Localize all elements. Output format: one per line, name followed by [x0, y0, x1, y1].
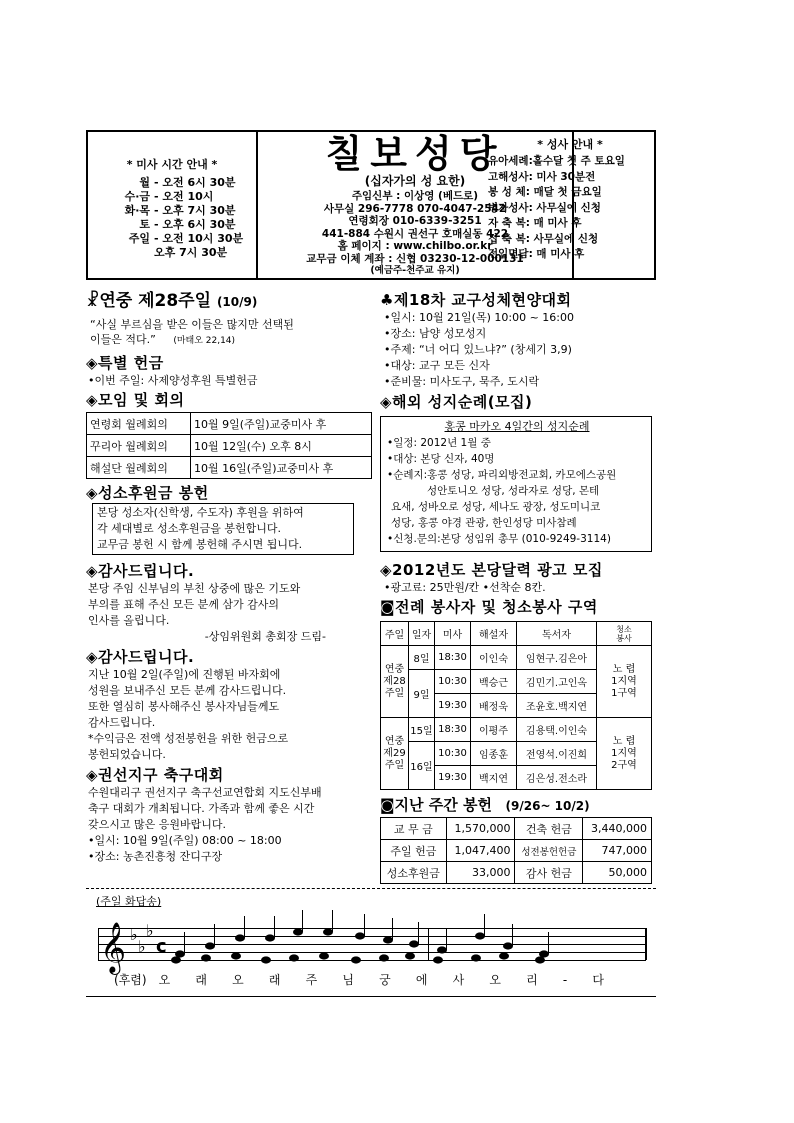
thanks-heading-2: ◈감사드립니다.: [86, 648, 195, 666]
lower-note-head: [319, 952, 329, 959]
church-info-line: 441-884 수원시 권선구 호매실동 422: [321, 227, 509, 240]
meeting-time: 10월 12일(수) 오후 8시: [191, 435, 372, 457]
meeting-name: 꾸리아 월례회의: [87, 435, 191, 457]
offering-label: 성소후원금: [381, 862, 447, 884]
thanks-line: 감사드립니다.: [88, 716, 156, 729]
service-date: 15일: [409, 718, 435, 742]
offering-label: 교 무 금: [381, 818, 447, 840]
service-readers: 임현구.김은아: [517, 646, 597, 670]
mass-time: 오후 7시 30분: [154, 246, 228, 259]
offering-report-table: [380, 817, 652, 884]
church-info-line: 주임신부 : 이상영 (베드로): [351, 190, 479, 202]
offering-amount: 50,000: [583, 862, 652, 884]
thanks-line: 부의를 표해 주신 모든 분께 삼가 감사의: [88, 598, 279, 611]
mass-times-title: * 미사 시간 안내 *: [126, 158, 218, 171]
service-header-cell: 미사: [435, 622, 471, 646]
meeting-time: 10월 16일(주일)교중미사 후: [191, 457, 372, 479]
mass-time-row: [88, 218, 256, 232]
service-cleaning-area: 노 렵 1지역 2구역: [597, 718, 652, 790]
offering-text: •이번 주일: 사제양성후원 특별헌금: [88, 374, 258, 387]
lyric-syllable: 주: [305, 973, 318, 987]
service-header-cell: 청소 봉사: [597, 622, 652, 646]
mass-time-row: [88, 246, 256, 260]
soccer-line: 갖으시고 많은 응원바랍니다.: [88, 818, 227, 831]
pilgrimage-line: •순례지:홍콩 성당, 파리외방전교회, 카모에스공원: [387, 469, 617, 481]
lyrics-label: (후렴): [114, 973, 147, 987]
calendar-ad-heading: ◈2012년도 본당달력 광고 모집: [380, 561, 603, 579]
church-info-line: 홈 페이지 : www.chilbo.or.kr: [337, 240, 493, 252]
thanks-text-1: [86, 581, 376, 629]
thanks-line: 인사를 올립니다.: [88, 614, 170, 627]
lower-note-head: [499, 952, 509, 959]
lower-note-head: [289, 954, 299, 961]
pilgrimage-line: •대상: 본당 신자, 40명: [387, 453, 495, 465]
eucharist-line: •장소: 남양 성모성지: [384, 327, 487, 340]
mass-time-row: [88, 232, 256, 246]
right-column: [380, 290, 656, 884]
vocation-heading: ◈성소후원금 봉헌: [86, 484, 209, 502]
soccer-line: •일시: 10월 9일(주일) 08:00 ~ 18:00: [88, 834, 282, 847]
lyric-syllable: 에: [415, 973, 428, 987]
service-header-cell: 주일: [381, 622, 409, 646]
mass-time: - 오전 6시 30분: [154, 176, 236, 189]
offering-amount: 3,440,000: [583, 818, 652, 840]
music-title: (주일 화답송): [96, 895, 162, 908]
flat-icon: ♭: [130, 925, 138, 944]
service-readers: 김은성.전소라: [517, 766, 597, 790]
quote-line: 이들은 적다.” (마태오 22,14): [90, 333, 236, 346]
service-readers: 전영석.이진희: [517, 742, 597, 766]
sacrament-row: 병자성사: 사무실에 신청: [488, 201, 601, 214]
thanks-text-2: [86, 667, 376, 763]
meeting-row: [87, 457, 372, 479]
sacrament-row: 고해성사: 미사 30분전: [488, 170, 596, 183]
service-mass-time: 10:30: [435, 742, 471, 766]
flat-icon: ♭: [138, 937, 146, 956]
service-readers: 조윤호.백지연: [517, 694, 597, 718]
music-lyrics: [114, 972, 644, 988]
service-week-label: 연중 제29 주일: [381, 718, 409, 790]
thanks-line: 본당 주임 신부님의 부친 상중에 많은 기도와: [88, 582, 301, 595]
service-readers: 김민기.고인옥: [517, 670, 597, 694]
church-info-line: 연령회장 010-6339-3251: [348, 215, 482, 227]
service-commentator: 배정욱: [471, 694, 517, 718]
note-head: [475, 932, 485, 939]
thanks-line: 또한 열심히 봉사해주신 봉사자님들께도: [88, 700, 280, 713]
service-commentator: 이평주: [471, 718, 517, 742]
lyric-syllable: 오: [232, 973, 244, 987]
meeting-row: [87, 435, 372, 457]
vocation-box: [92, 503, 354, 555]
lyric-syllable: 오: [158, 973, 171, 987]
thanks-line: 성원을 보내주신 모든 분께 감사드립니다.: [88, 684, 287, 697]
pilgrimage-box: [380, 416, 652, 552]
church-subtitle: (십자가의 성 요한): [364, 174, 466, 188]
lower-note-head: [231, 952, 241, 959]
service-table: [380, 621, 652, 790]
offering-amount: 1,570,000: [446, 818, 515, 840]
mass-days: 토: [139, 218, 150, 231]
offering-amount: 33,000: [446, 862, 515, 884]
sacrament-row: 집 축 복: 사무실에 신청: [488, 232, 599, 245]
lower-note-head: [433, 956, 443, 963]
treble-clef-icon: 𝄞: [100, 922, 127, 973]
sunday-heading: [86, 290, 376, 313]
meeting-name: 연령회 월례회의: [87, 413, 191, 435]
offering-heading: ◈특별 헌금: [86, 354, 164, 372]
sacrament-row: 유아세례:홀수달 첫 주 토요일: [488, 155, 625, 167]
service-date: 9일: [409, 670, 435, 718]
sunday-date: (10/9): [216, 295, 258, 309]
thanks-line: *수익금은 전액 성전봉헌을 위한 헌금으로: [88, 732, 289, 745]
vocation-line: 각 세대별로 성소후원금을 봉헌합니다.: [97, 522, 282, 535]
service-mass-time: 19:30: [435, 766, 471, 790]
note-head: [409, 940, 419, 947]
mass-times-panel: [88, 132, 258, 278]
mass-days: 수·금: [124, 190, 150, 203]
sacrament-row: 자 축 복: 매 미사 후: [488, 217, 582, 229]
service-header-cell: 해설자: [471, 622, 517, 646]
service-mass-time: 18:30: [435, 718, 471, 742]
lower-note-head: [351, 956, 361, 963]
service-date: 8일: [409, 646, 435, 670]
church-info-line: (예금주-천주교 유지): [370, 265, 460, 276]
music-notation: [98, 910, 646, 980]
pilgrimage-line: 성당, 홍콩 야경 관광, 한인성당 미사참례: [391, 517, 577, 529]
church-name: 칠보성당: [325, 131, 505, 176]
mass-days: 월: [139, 176, 150, 189]
pilgrimage-line: •일정: 2012년 1월 중: [387, 437, 491, 449]
offering-report-heading: [380, 794, 656, 815]
note-head: [265, 934, 275, 941]
lower-note-head: [405, 952, 415, 959]
service-readers: 김용택.이인숙: [517, 718, 597, 742]
offering-label: 성전봉헌헌금: [515, 840, 583, 862]
note-head: [323, 928, 333, 935]
mass-time: - 오후 6시 30분: [154, 218, 236, 231]
note-head: [205, 942, 215, 949]
eucharist-line: •준비물: 미사도구, 묵주, 도시락: [384, 375, 540, 388]
bottom-divider: [86, 996, 656, 997]
mass-time-row: [88, 204, 256, 218]
soccer-text: [86, 785, 376, 865]
service-row: [381, 718, 652, 742]
service-commentator: 이인숙: [471, 646, 517, 670]
thanks-line: 지난 10월 2일(주일)에 진행된 바자회에: [88, 668, 281, 681]
vocation-line: 교무금 봉헌 시 함께 봉헌해 주시면 됩니다.: [97, 538, 303, 551]
gospel-quote: [86, 317, 376, 349]
pilgrimage-line: 성안토니오 성당, 성라자로 성당, 몬테: [427, 485, 600, 497]
lower-note-head: [261, 956, 271, 963]
thanks-heading-1: ◈감사드립니다.: [86, 562, 195, 580]
offering-label: 건축 헌금: [515, 818, 583, 840]
offering-amount: 747,000: [583, 840, 652, 862]
note-head: [383, 936, 393, 943]
sacrament-row: 전입면담: 매 미사 후: [488, 248, 585, 260]
soccer-line: 수원대리구 권선지구 축구선교연합회 지도신부배: [88, 786, 322, 799]
service-mass-time: 19:30: [435, 694, 471, 718]
time-signature-icon: c: [156, 936, 167, 957]
pilgrimage-line: 요새, 성바오로 성당, 세나도 광장, 성도미니코: [391, 501, 601, 513]
mass-time: - 오전 10시 30분: [154, 232, 244, 245]
lyric-syllable: 리: [526, 973, 538, 987]
soccer-line: 축구 대회가 개최됩니다. 가족과 함께 좋은 시간: [88, 802, 315, 815]
note-head: [235, 934, 245, 941]
eucharist-line: •일시: 10월 21일(목) 10:00 ~ 16:00: [384, 311, 575, 324]
mass-time: - 오전 10시: [154, 190, 214, 203]
offering-label: 주일 헌금: [381, 840, 447, 862]
pilgrimage-line: •신청.문의:본당 성임위 총무 (010-9249-3114): [387, 533, 611, 545]
meeting-row: [87, 413, 372, 435]
lower-note-head: [535, 956, 545, 963]
eucharist-heading: ♣제18차 교구성체현양대회: [380, 291, 572, 309]
lyric-syllable: 님: [342, 973, 354, 987]
service-commentator: 백지연: [471, 766, 517, 790]
eucharist-line: •주제: “너 어디 있느냐?” (창세기 3,9): [384, 343, 572, 356]
lower-note-head: [379, 954, 389, 961]
quote-line: “사실 부르심을 받은 이들은 많지만 선택된: [90, 318, 294, 331]
offering-report-period: (9/26~ 10/2): [505, 799, 590, 813]
note-head: [503, 942, 513, 949]
pilgrimage-heading: ◈해외 성지순례(모집): [380, 393, 533, 411]
lower-note-head: [171, 956, 181, 963]
mass-days: 주일: [128, 232, 150, 245]
offering-amount: 1,047,400: [446, 840, 515, 862]
quote-ref: (마태오 22,14): [173, 336, 236, 346]
mass-days: 화·목: [124, 204, 150, 217]
mass-time: - 오후 7시 30분: [154, 204, 236, 217]
lyric-syllable: 사: [452, 973, 465, 987]
offering-report-row: [381, 818, 652, 840]
service-mass-time: 18:30: [435, 646, 471, 670]
soccer-line: •장소: 농촌진흥청 잔디구장: [88, 850, 223, 863]
offering-label: 감사 헌금: [515, 862, 583, 884]
eucharist-text: [380, 310, 656, 390]
thanks-signature: -상임위원회 총회장 드림-: [204, 630, 326, 643]
offering-report-title: ◙지난 주간 봉헌: [380, 796, 492, 814]
mass-time-row: [88, 176, 256, 190]
service-row: [381, 646, 652, 670]
note-head: [437, 946, 447, 953]
lyric-syllable: 래: [195, 973, 207, 987]
service-date: 16일: [409, 742, 435, 790]
service-cleaning-area: 노 렵 1지역 1구역: [597, 646, 652, 718]
offering-report-row: [381, 840, 652, 862]
thanks-line: 봉헌되었습니다.: [88, 748, 166, 761]
sacrament-info: [486, 132, 654, 278]
music-top-divider: [86, 888, 656, 889]
church-info-line: 사무실 296-7778 070-4047-2542: [323, 202, 507, 215]
calendar-ad-text: •광고료: 25만원/칸 •선착순 8칸.: [384, 581, 546, 594]
service-mass-time: 10:30: [435, 670, 471, 694]
lyric-syllable: 오: [489, 973, 501, 987]
eucharist-line: •대상: 교구 모든 신자: [384, 359, 490, 372]
left-column: [86, 290, 376, 865]
lyric-syllable: 궁: [379, 973, 391, 987]
mass-time-row: [88, 190, 256, 204]
lyric-syllable: 다: [592, 973, 604, 987]
meeting-name: 해설단 월례회의: [87, 457, 191, 479]
note-head: [355, 932, 365, 939]
service-commentator: 백승근: [471, 670, 517, 694]
sunday-title: ☧연중 제28주일: [86, 291, 212, 311]
service-commentator: 임종훈: [471, 742, 517, 766]
sacrament-title: * 성사 안내 *: [537, 138, 603, 151]
church-info-line: 교무금 이체 계좌 : 신협 03230-12-000131: [306, 252, 524, 265]
vocation-line: 본당 성소자(신학생, 수도자) 후원을 위하여: [97, 506, 304, 519]
lower-note-head: [471, 954, 481, 961]
service-header-cell: 일자: [409, 622, 435, 646]
mass-days: [88, 246, 152, 260]
lyric-syllable: 래: [268, 973, 281, 987]
lyric-syllable: -: [562, 973, 568, 987]
meeting-heading: ◈모임 및 회의: [86, 391, 185, 409]
soccer-heading: ◈권선지구 축구대회: [86, 766, 224, 784]
pilgrimage-box-title: 홍콩 마카오 4일간의 성지순례: [444, 420, 590, 433]
lower-note-head: [201, 954, 211, 961]
service-week-label: 연중 제28 주일: [381, 646, 409, 718]
sacrament-row: 봉 성 체: 매달 첫 금요일: [488, 186, 602, 198]
meeting-time: 10월 9일(주일)교중미사 후: [191, 413, 372, 435]
meeting-table: [86, 412, 372, 479]
offering-report-row: [381, 862, 652, 884]
note-head: [293, 928, 303, 935]
flat-icon: ♭: [146, 921, 154, 940]
service-header-cell: 독서자: [517, 622, 597, 646]
service-heading: ◙전례 봉사자 및 청소봉사 구역: [380, 598, 598, 616]
